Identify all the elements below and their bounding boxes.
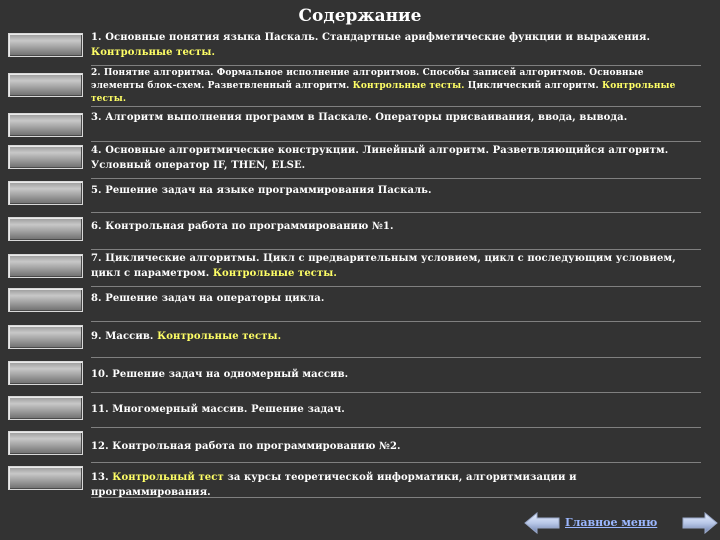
test-link[interactable]: Контрольный тест	[112, 472, 224, 483]
item-button[interactable]	[8, 73, 83, 97]
contents-item	[4, 108, 716, 142]
item-button[interactable]	[8, 288, 83, 312]
item-text-part: 7. Циклические алгоритмы. Цикл с предварительным условием, цикл с последующим условием, цикл с параметром.	[91, 253, 676, 279]
item-button[interactable]	[8, 361, 83, 385]
item-text-part: 1. Основные понятия языка Паскаль. Стандартные арифметические функции и выражения.	[91, 32, 651, 43]
item-divider	[91, 497, 701, 498]
item-text	[91, 470, 691, 500]
contents-item	[4, 359, 716, 393]
test-link[interactable]: Контрольные тесты.	[352, 81, 465, 91]
item-button[interactable]	[8, 396, 83, 420]
contents-item	[4, 394, 716, 428]
item-text-part: 2. Понятие алгоритма. Формальное исполнение алгоритмов. Способы записей алгоритмов. Основные элементы блок-схем. Разветвленный алгоритм.	[91, 68, 644, 91]
item-button[interactable]	[8, 466, 83, 490]
item-button[interactable]	[8, 113, 83, 137]
item-text-part: 11. Многомерный массив. Решение задач.	[91, 404, 345, 415]
item-text	[91, 402, 691, 417]
item-divider	[91, 462, 701, 463]
item-text	[91, 219, 691, 234]
test-link[interactable]: Контрольные тесты.	[91, 81, 676, 104]
test-link[interactable]: Контрольные тесты.	[91, 47, 216, 58]
item-text-part: 4. Основные алгоритмические конструкции. Линейный алгоритм. Разветвляющийся алгоритм. Условный оператор IF, THEN, ELSE.	[91, 145, 669, 171]
contents-item	[4, 429, 716, 463]
contents-item	[4, 214, 716, 250]
contents-item	[4, 288, 716, 322]
page-title: Содержание	[298, 6, 422, 26]
contents-item	[4, 323, 716, 358]
item-button[interactable]	[8, 431, 83, 455]
item-button[interactable]	[8, 181, 83, 205]
item-button[interactable]	[8, 254, 83, 278]
contents-item	[4, 143, 716, 179]
item-divider	[91, 392, 701, 393]
contents-item	[4, 180, 716, 213]
item-divider	[91, 106, 701, 107]
contents-item	[4, 464, 716, 498]
contents-item	[4, 67, 716, 107]
item-divider	[91, 65, 701, 66]
main-menu-link[interactable]: Главное меню	[565, 516, 658, 529]
item-text	[91, 367, 691, 382]
item-text	[91, 143, 691, 173]
item-divider	[91, 427, 701, 428]
item-button[interactable]	[8, 217, 83, 241]
test-link[interactable]: Контрольные тесты.	[212, 268, 337, 279]
item-divider	[91, 321, 701, 322]
contents-item	[4, 251, 716, 287]
item-text	[91, 291, 691, 306]
contents-item	[4, 30, 716, 66]
item-text-part: 3. Алгоритм выполнения программ в Паскале. Операторы присваивания, ввода, вывода.	[91, 112, 628, 123]
item-divider	[91, 178, 701, 179]
item-text-part: 12. Контрольная работа по программированию №2.	[91, 441, 401, 452]
item-divider	[91, 212, 701, 213]
item-text-part: 5. Решение задач на языке программирования Паскаль.	[91, 185, 432, 196]
item-button[interactable]	[8, 145, 83, 169]
forward-arrow-icon[interactable]	[682, 512, 718, 534]
item-divider	[91, 357, 701, 358]
item-text	[91, 110, 691, 125]
item-text-part: Циклический алгоритм.	[464, 81, 602, 91]
item-text-part: 6. Контрольная работа по программированию №1.	[91, 221, 394, 232]
item-text	[91, 251, 691, 281]
item-text-part: 10. Решение задач на одномерный массив.	[91, 369, 349, 380]
item-text	[91, 183, 691, 198]
item-divider	[91, 249, 701, 250]
item-text-part: за курсы теоретической информатики, алгоритмизации и программирования.	[91, 472, 577, 498]
item-divider	[91, 286, 701, 287]
item-button[interactable]	[8, 33, 83, 57]
test-link[interactable]: Контрольные тесты.	[157, 331, 282, 342]
item-button[interactable]	[8, 325, 83, 349]
item-text	[91, 329, 691, 344]
back-arrow-icon[interactable]	[524, 512, 560, 534]
item-text	[91, 439, 691, 454]
item-text	[91, 30, 691, 60]
item-text-part: 13.	[91, 472, 113, 483]
item-text-part: 9. Массив.	[91, 331, 158, 342]
item-divider	[91, 141, 701, 142]
item-text	[91, 67, 691, 106]
item-text-part: 8. Решение задач на операторы цикла.	[91, 293, 325, 304]
